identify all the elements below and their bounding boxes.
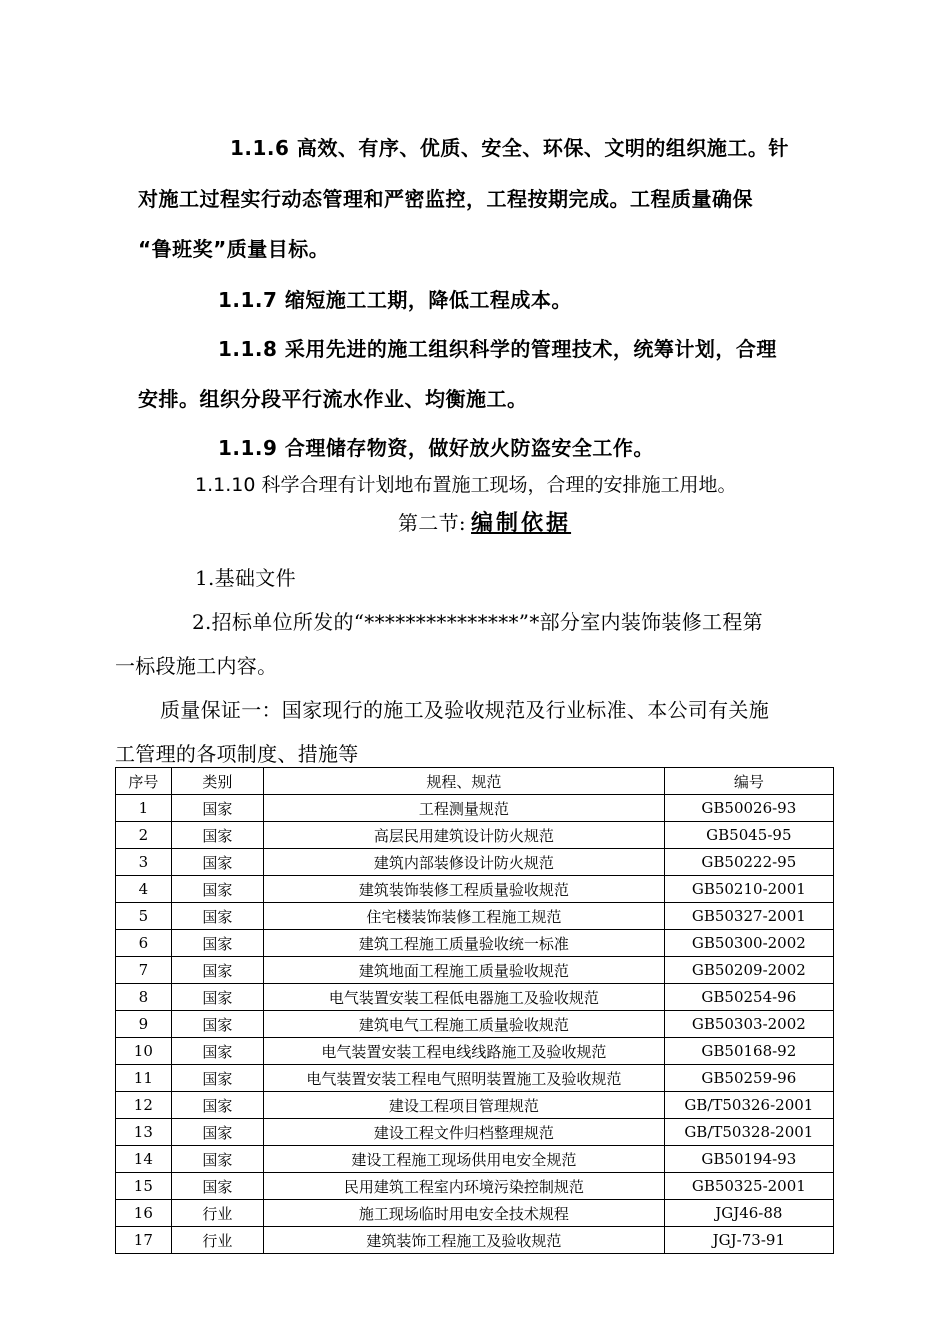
cell-index: 13 [116, 1119, 172, 1146]
table-row [116, 1065, 834, 1092]
cell-index: 10 [116, 1038, 172, 1065]
section-title: 编制依据 [471, 510, 572, 536]
cell-category: 国家 [171, 1011, 263, 1038]
table-body [116, 795, 834, 1254]
table-row [116, 957, 834, 984]
cell-standard: 电气装置安装工程低电器施工及验收规范 [263, 984, 664, 1011]
paragraph-1-1-6-line3: “鲁班奖”质量目标。 [138, 237, 330, 261]
basis-item-1: 1.基础文件 [195, 566, 296, 590]
cell-code: GB50210-2001 [664, 876, 833, 903]
cell-index: 3 [116, 849, 172, 876]
cell-code: GB50300-2002 [664, 930, 833, 957]
table-row [116, 1011, 834, 1038]
cell-category: 国家 [171, 930, 263, 957]
standards-table [115, 767, 834, 1254]
cell-category: 行业 [171, 1200, 263, 1227]
cell-category: 国家 [171, 1173, 263, 1200]
cell-standard: 建筑地面工程施工质量验收规范 [263, 957, 664, 984]
quality-line2: 工管理的各项制度、措施等 [115, 742, 359, 766]
paragraph-1-1-6-line2: 对施工过程实行动态管理和严密监控，工程按期完成。工程质量确保 [138, 187, 753, 211]
cell-code: GB50303-2002 [664, 1011, 833, 1038]
cell-category: 国家 [171, 984, 263, 1011]
cell-code: GB5045-95 [664, 822, 833, 849]
cell-code: JGJ46-88 [664, 1200, 833, 1227]
cell-index: 9 [116, 1011, 172, 1038]
paragraph-1-1-7: 1.1.7 缩短施工工期，降低工程成本。 [218, 288, 572, 312]
cell-index: 2 [116, 822, 172, 849]
cell-index: 15 [116, 1173, 172, 1200]
cell-standard: 建筑工程施工质量验收统一标准 [263, 930, 664, 957]
table-row [116, 822, 834, 849]
cell-standard: 民用建筑工程室内环境污染控制规范 [263, 1173, 664, 1200]
paragraph-1-1-9: 1.1.9 合理储存物资，做好放火防盗安全工作。 [218, 436, 654, 460]
quality-line1: 质量保证一：国家现行的施工及验收规范及行业标准、本公司有关施 [160, 698, 769, 722]
cell-index: 16 [116, 1200, 172, 1227]
basis-item-2-line1: 2.招标单位所发的“***************”*部分室内装饰装修工程第 [192, 610, 763, 634]
cell-code: GB50254-96 [664, 984, 833, 1011]
cell-category: 国家 [171, 1065, 263, 1092]
header-category: 类别 [171, 768, 263, 795]
cell-standard: 建筑电气工程施工质量验收规范 [263, 1011, 664, 1038]
cell-standard: 建筑装饰装修工程质量验收规范 [263, 876, 664, 903]
cell-code: GB/T50328-2001 [664, 1119, 833, 1146]
cell-code: GB/T50326-2001 [664, 1092, 833, 1119]
header-standard: 规程、规范 [263, 768, 664, 795]
cell-category: 国家 [171, 1038, 263, 1065]
cell-standard: 施工现场临时用电安全技术规程 [263, 1200, 664, 1227]
cell-code: GB50194-93 [664, 1146, 833, 1173]
cell-code: GB50222-95 [664, 849, 833, 876]
cell-category: 国家 [171, 795, 263, 822]
table-row [116, 1092, 834, 1119]
section-heading [398, 506, 571, 537]
header-code: 编号 [664, 768, 833, 795]
table-row [116, 849, 834, 876]
cell-category: 国家 [171, 1146, 263, 1173]
cell-code: GB50327-2001 [664, 903, 833, 930]
paragraph-1-1-8-line1: 1.1.8 采用先进的施工组织科学的管理技术，统筹计划，合理 [218, 337, 777, 361]
cell-code: GB50026-93 [664, 795, 833, 822]
cell-standard: 电气装置安装工程电线线路施工及验收规范 [263, 1038, 664, 1065]
table-row [116, 1038, 834, 1065]
cell-index: 17 [116, 1227, 172, 1254]
cell-index: 5 [116, 903, 172, 930]
cell-standard: 电气装置安装工程电气照明装置施工及验收规范 [263, 1065, 664, 1092]
cell-index: 11 [116, 1065, 172, 1092]
basis-item-2-line2: 一标段施工内容。 [115, 654, 278, 678]
table-row [116, 1200, 834, 1227]
cell-code: GB50259-96 [664, 1065, 833, 1092]
table-row [116, 1146, 834, 1173]
cell-index: 7 [116, 957, 172, 984]
header-index: 序号 [116, 768, 172, 795]
cell-standard: 工程测量规范 [263, 795, 664, 822]
cell-code: GB50168-92 [664, 1038, 833, 1065]
cell-standard: 建设工程文件归档整理规范 [263, 1119, 664, 1146]
cell-standard: 建设工程施工现场供用电安全规范 [263, 1146, 664, 1173]
cell-category: 国家 [171, 1119, 263, 1146]
cell-standard: 建筑装饰工程施工及验收规范 [263, 1227, 664, 1254]
cell-index: 6 [116, 930, 172, 957]
table-row [116, 930, 834, 957]
cell-code: GB50209-2002 [664, 957, 833, 984]
paragraph-1-1-10: 1.1.10 科学合理有计划地布置施工现场，合理的安排施工用地。 [195, 474, 737, 496]
table-row [116, 795, 834, 822]
table-row [116, 1119, 834, 1146]
cell-standard: 建设工程项目管理规范 [263, 1092, 664, 1119]
cell-code: GB50325-2001 [664, 1173, 833, 1200]
cell-standard: 住宅楼装饰装修工程施工规范 [263, 903, 664, 930]
cell-category: 国家 [171, 1092, 263, 1119]
cell-category: 国家 [171, 903, 263, 930]
cell-standard: 建筑内部装修设计防火规范 [263, 849, 664, 876]
cell-index: 4 [116, 876, 172, 903]
table-row [116, 984, 834, 1011]
cell-standard: 高层民用建筑设计防火规范 [263, 822, 664, 849]
table-row [116, 876, 834, 903]
table-row [116, 1173, 834, 1200]
paragraph-1-1-6-line1: 1.1.6 高效、有序、优质、安全、环保、文明的组织施工。针 [230, 136, 789, 160]
cell-index: 14 [116, 1146, 172, 1173]
cell-category: 国家 [171, 822, 263, 849]
cell-code: JGJ-73-91 [664, 1227, 833, 1254]
cell-index: 1 [116, 795, 172, 822]
cell-category: 国家 [171, 849, 263, 876]
cell-index: 12 [116, 1092, 172, 1119]
section-prefix: 第二节: [398, 511, 466, 535]
table-row [116, 1227, 834, 1254]
table-row [116, 903, 834, 930]
cell-category: 国家 [171, 876, 263, 903]
table-header-row [116, 768, 834, 795]
cell-category: 行业 [171, 1227, 263, 1254]
cell-index: 8 [116, 984, 172, 1011]
paragraph-1-1-8-line2: 安排。组织分段平行流水作业、均衡施工。 [138, 387, 528, 411]
cell-category: 国家 [171, 957, 263, 984]
